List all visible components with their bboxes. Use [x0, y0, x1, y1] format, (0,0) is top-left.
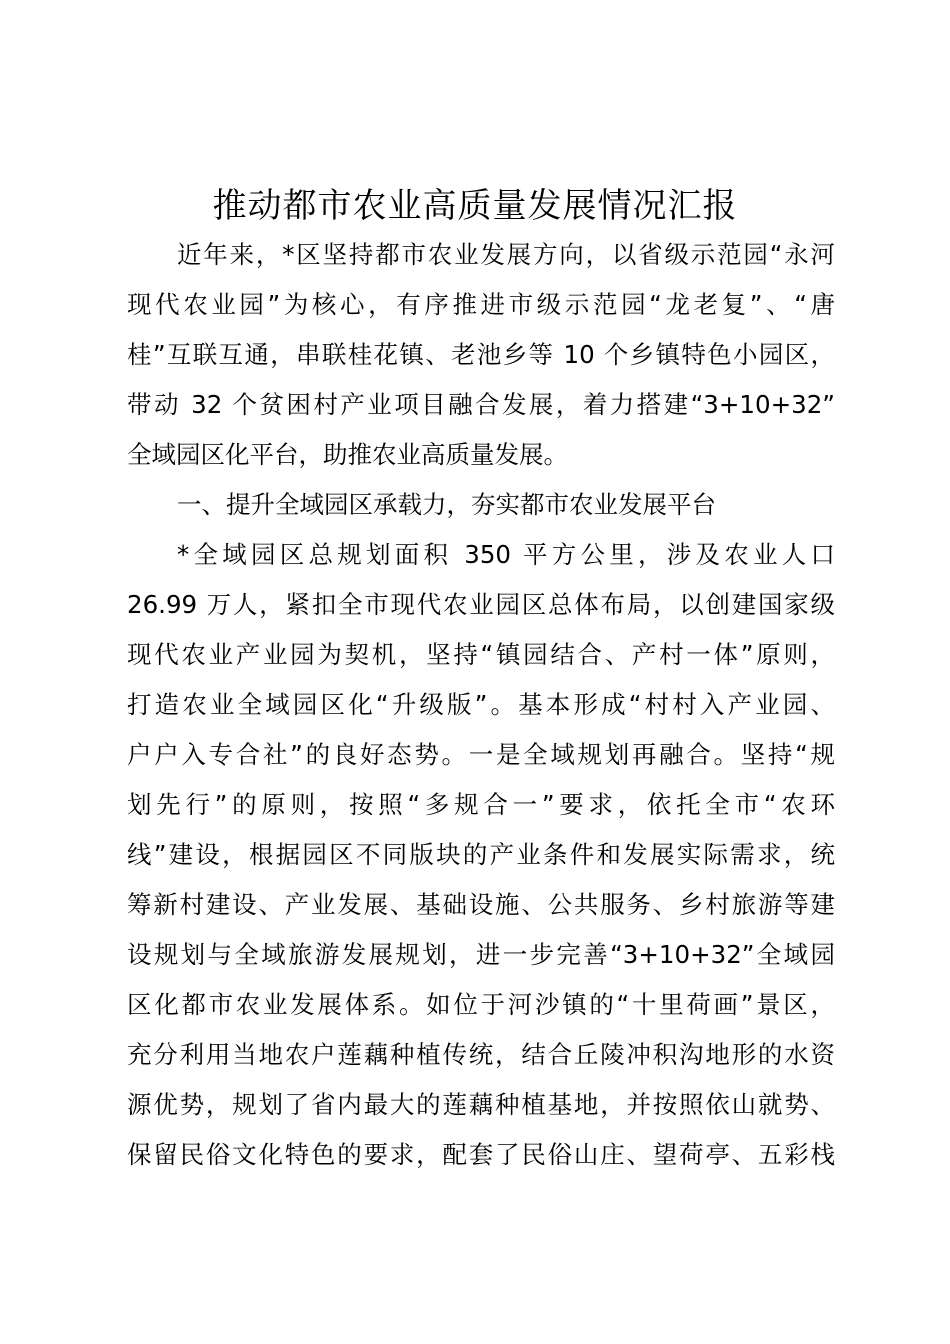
paragraph-line: 现代农业园”为核心，有序推进市级示范园“龙老复”、“唐 [127, 290, 835, 319]
body-paragraph [127, 530, 835, 1180]
paragraph-line: 充分利用当地农户莲藕种植传统，结合丘陵冲积沟地形的水资 [127, 1040, 835, 1069]
paragraph-line: 桂”互联互通，串联桂花镇、老池乡等 10 个乡镇特色小园区， [127, 340, 835, 369]
document-title: 推动都市农业高质量发展情况汇报 [212, 186, 738, 226]
paragraph-line: 保留民俗文化特色的要求，配套了民俗山庄、望荷亭、五彩栈 [127, 1140, 835, 1169]
paragraph-line: 现代农业产业园为契机，坚持“镇园结合、产村一体”原则， [127, 640, 835, 669]
paragraph-line: 设规划与全域旅游发展规划，进一步完善“3+10+32”全域园 [127, 940, 835, 969]
paragraph-line: 线”建设，根据园区不同版块的产业条件和发展实际需求，统 [127, 840, 835, 869]
paragraph-line: 带动 32 个贫困村产业项目融合发展，着力搭建“3+10+32” [127, 390, 835, 419]
paragraph-line: 全域园区化平台，助推农业高质量发展。 [127, 440, 568, 469]
paragraph-line: 打造农业全域园区化“升级版”。基本形成“村村入产业园、 [127, 690, 835, 719]
paragraph-line: *全域园区总规划面积 350 平方公里，涉及农业人口 [177, 540, 835, 569]
paragraph-line: 26.99 万人，紧扣全市现代农业园区总体布局，以创建国家级 [127, 590, 835, 619]
paragraph-line: 源优势，规划了省内最大的莲藕种植基地，并按照依山就势、 [127, 1090, 835, 1119]
paragraph-line: 户户入专合社”的良好态势。一是全域规划再融合。坚持“规 [127, 740, 835, 769]
paragraph-line: 筹新村建设、产业发展、基础设施、公共服务、乡村旅游等建 [127, 890, 835, 919]
section-heading: 一、提升全域园区承载力，夯实都市农业发展平台 [177, 490, 716, 519]
paragraph-line: 区化都市农业发展体系。如位于河沙镇的“十里荷画”景区， [127, 990, 835, 1019]
paragraph-line: 划先行”的原则，按照“多规合一”要求，依托全市“农环 [127, 790, 835, 819]
paragraph-line: 近年来，*区坚持都市农业发展方向，以省级示范园“永河 [177, 240, 835, 269]
intro-paragraph [127, 230, 835, 480]
